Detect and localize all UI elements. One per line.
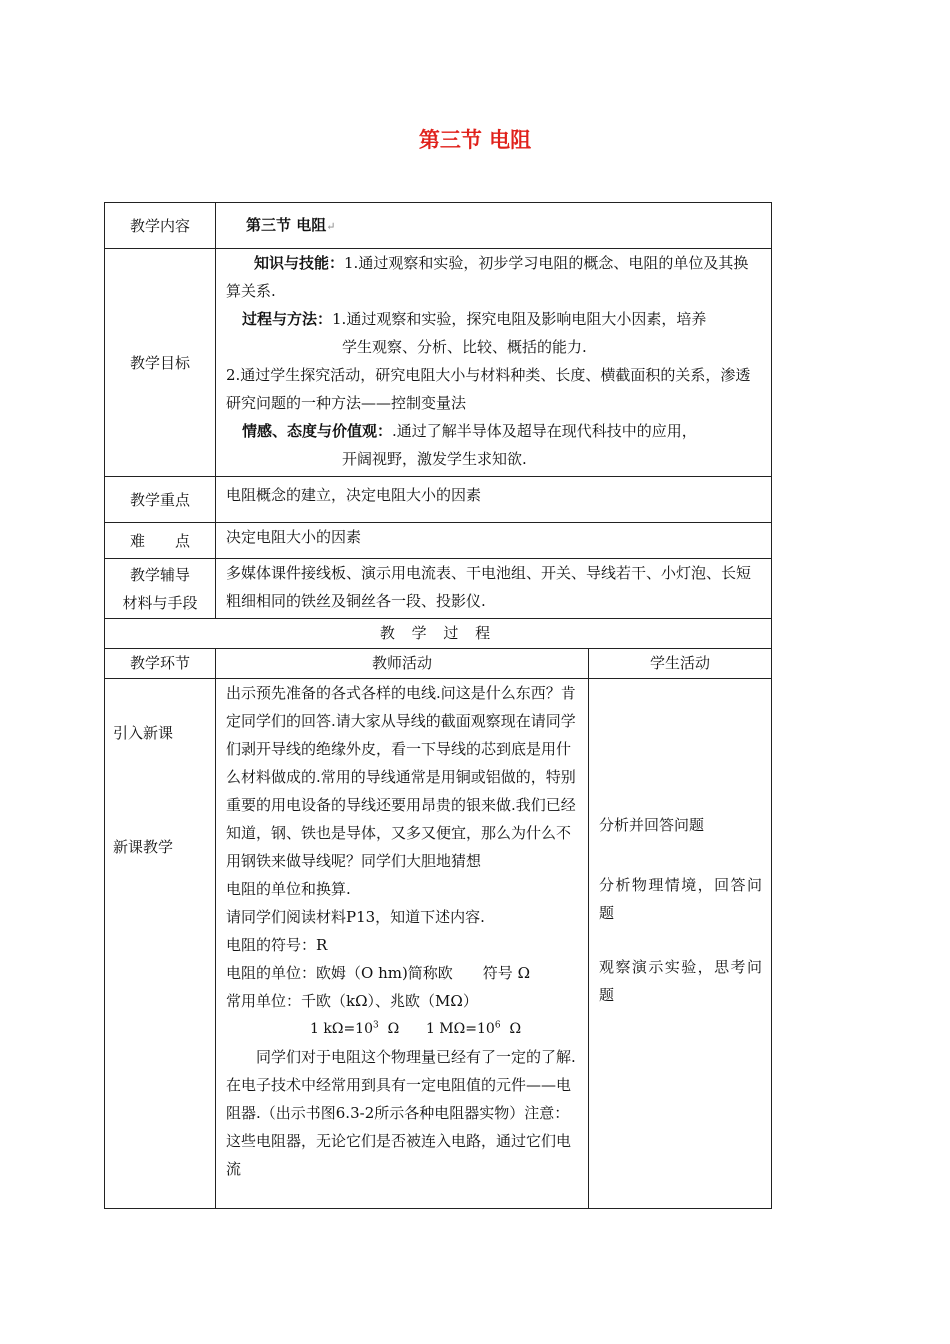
teacher-line-common: 常用单位：千欧（kΩ）、兆欧（MΩ） — [226, 992, 478, 1010]
process-heading: 教 学 过 程 — [105, 619, 772, 649]
stage-new: 新课教学 — [113, 838, 174, 856]
goal-process-2: 2.通过学生探究活动，研究电阻大小与材料种类、长度、横截面积的关系，渗透研究问题的一种方法——控制变量法 — [226, 366, 751, 412]
row-process-body — [105, 679, 772, 1209]
value-focus: 电阻概念的建立，决定电阻大小的因素 — [216, 477, 772, 523]
teacher-formula: 1 $k\Omega=10^3$ Ω 1 $M\Omega=10^6$ Ω — [310, 1020, 522, 1037]
teacher-line-units: 电阻的单位和换算. — [226, 880, 351, 898]
col-student: 学生活动 — [589, 649, 772, 679]
lesson-plan-table — [104, 202, 772, 1209]
student-activity-1: 分析并回答问题 — [599, 816, 705, 834]
row-focus — [105, 477, 772, 523]
label-aids: 教学辅导 材料与手段 — [105, 559, 216, 619]
student-activity-cell — [589, 679, 772, 1209]
value-content: 第三节 电阻↵ — [216, 203, 772, 249]
label-focus: 教学重点 — [105, 477, 216, 523]
value-aids: 多媒体课件接线板、演示用电流表、干电池组、开关、导线若干、小灯泡、长短粗细相同的铁丝及铜丝各一段、投影仪. — [216, 559, 772, 619]
teacher-paragraph-1: 出示预先准备的各式各样的电线.问这是什么东西？肯定同学们的回答.请大家从导线的截面观察现在请同学们剥开导线的绝缘外皮，看一下导线的芯到底是用什么材料做成的.常用的导线通常是用铜或铝做的，特别重要的用电设备的导线还要用昂贵的银来做.我们已经知道，钢、铁也是导体，又多又便宜，那么为什么不用钢铁来做导线呢？同学们大胆地猜想 — [226, 684, 576, 870]
goal-knowledge: 知识与技能：1.通过观察和实验，初步学习电阻的概念、电阻的单位及其换算关系. — [226, 254, 749, 300]
goal-process: 过程与方法：1.通过观察和实验，探究电阻及影响电阻大小因素，培养 学生观察、分析、比较、概括的能力. — [242, 310, 707, 356]
teacher-paragraph-2: 同学们对于电阻这个物理量已经有了一定的了解.在电子技术中经常用到具有一定电阻值的元件——电阻器.（出示书图6.3-2所示各种电阻器实物）注意：这些电阻器，无论它们是否被连入电路，通过它们电流 — [226, 1048, 576, 1178]
stages-cell — [105, 679, 216, 1209]
row-process-columns — [105, 649, 772, 679]
teacher-line-read: 请同学们阅读材料P13，知道下述内容. — [226, 908, 485, 926]
value-goals — [216, 249, 772, 477]
row-aids — [105, 559, 772, 619]
col-stage: 教学环节 — [105, 649, 216, 679]
stage-intro: 引入新课 — [113, 724, 174, 742]
teacher-line-symbol: 电阻的符号：R — [226, 936, 328, 954]
page-title: 第三节 电阻 — [418, 128, 532, 152]
student-activity-2: 分析物理情境，回答问题 — [599, 876, 763, 922]
label-goals: 教学目标 — [105, 249, 216, 477]
row-process-heading — [105, 619, 772, 649]
row-goals — [105, 249, 772, 477]
teacher-activity-cell — [216, 679, 589, 1209]
row-difficulty — [105, 523, 772, 559]
label-content: 教学内容 — [105, 203, 216, 249]
label-difficulty: 难 点 — [105, 523, 216, 559]
goal-emotion: 情感、态度与价值观：.通过了解半导体及超导在现代科技中的应用， 开阔视野，激发学生求知欲. — [242, 422, 697, 468]
col-teacher: 教师活动 — [216, 649, 589, 679]
student-activity-3: 观察演示实验，思考问题 — [599, 958, 763, 1004]
row-content — [105, 203, 772, 249]
value-difficulty: 决定电阻大小的因素 — [216, 523, 772, 559]
teacher-line-unit: 电阻的单位：欧姆（O hm)简称欧 符号 Ω — [226, 964, 531, 982]
